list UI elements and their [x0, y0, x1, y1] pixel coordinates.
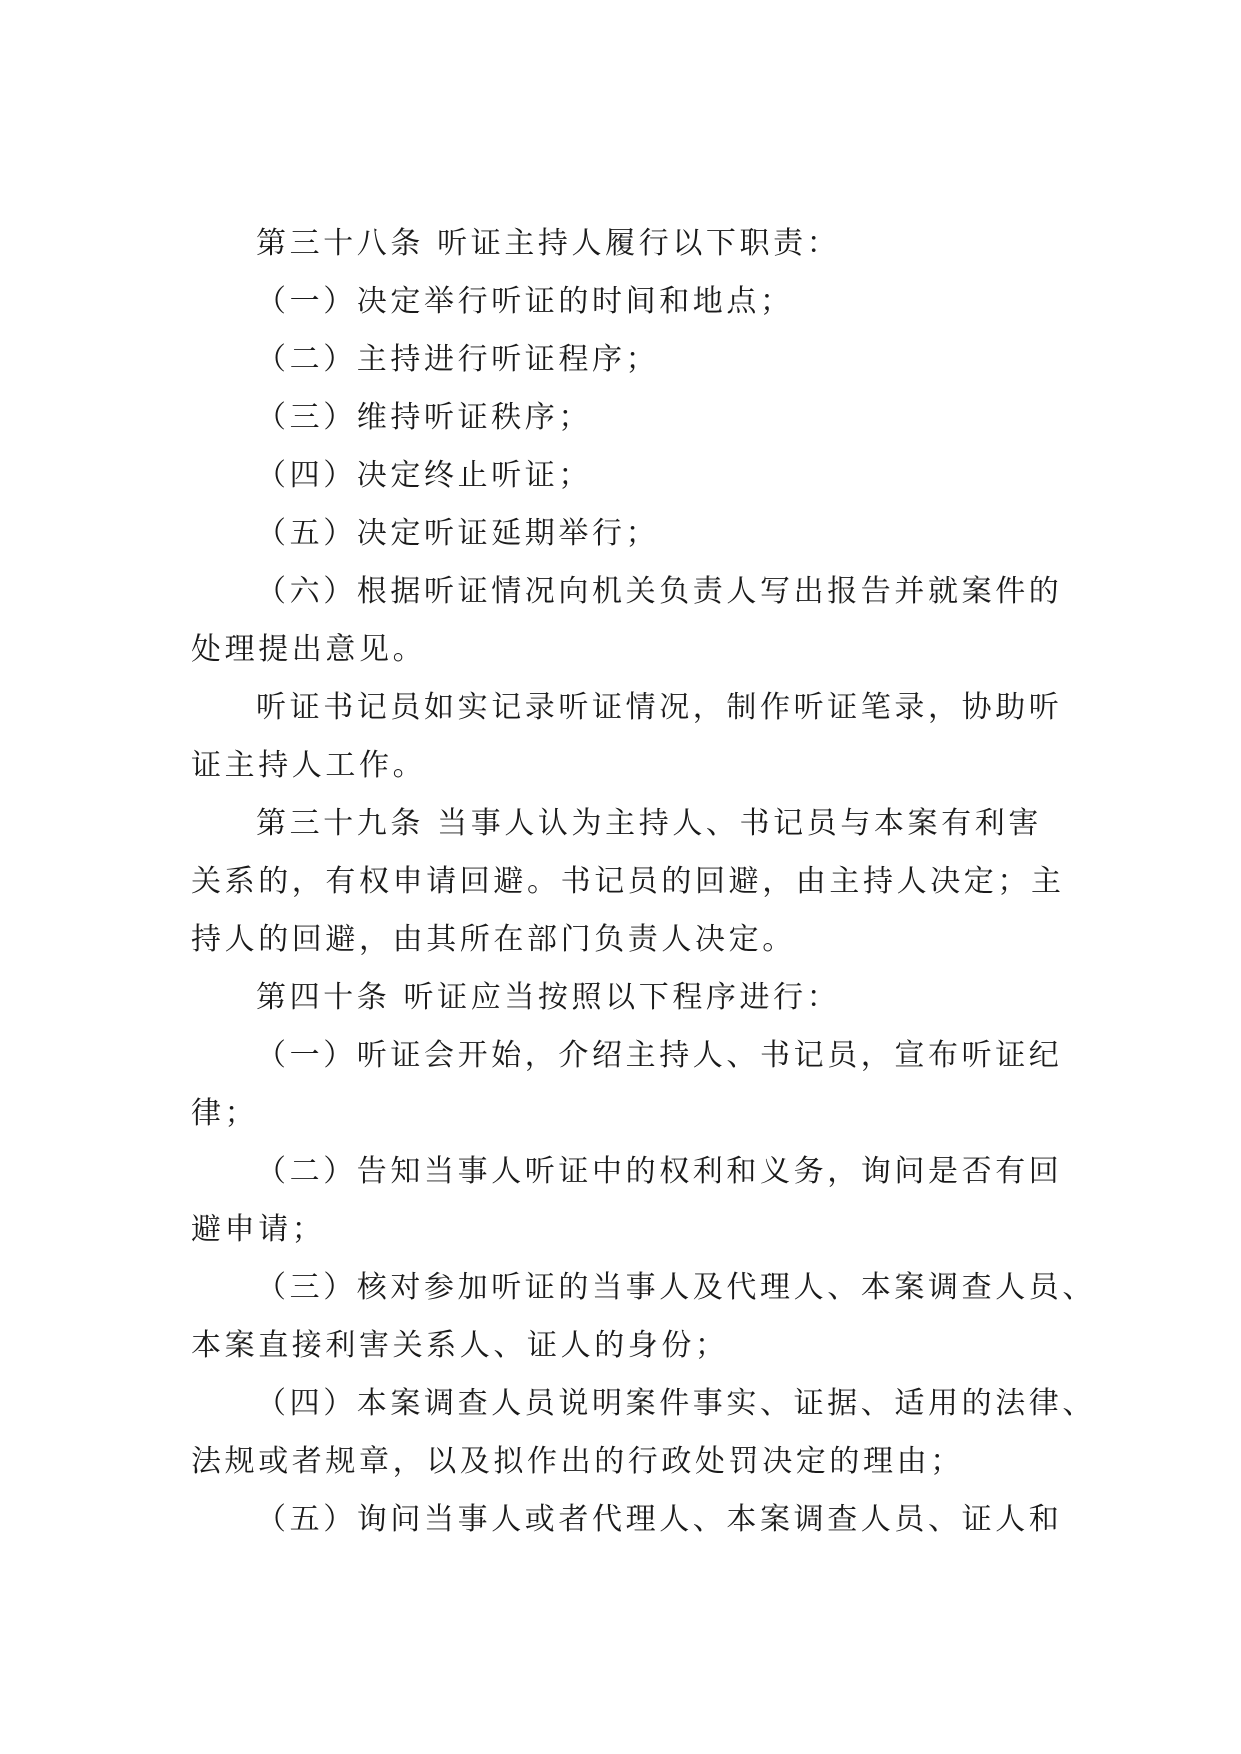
article-38-item-1: （一）决定举行听证的时间和地点；: [256, 284, 794, 319]
document-body: [191, 215, 1096, 1549]
clerk-duty-paragraph: 听证书记员如实记录听证情况，制作听证笔录，协助听: [256, 690, 1063, 725]
article-38-item-6: （六）根据听证情况向机关负责人写出报告并就案件的: [256, 574, 1063, 609]
article-40-item-3-cont: 本案直接利害关系人、证人的身份；: [191, 1328, 729, 1363]
article-38-item-2: （二）主持进行听证程序；: [256, 342, 660, 377]
article-40-heading: 第四十条 听证应当按照以下程序进行：: [256, 980, 841, 1015]
article-40-item-4-cont: 法规或者规章，以及拟作出的行政处罚决定的理由；: [191, 1444, 964, 1479]
article-39-heading: 第三十九条 当事人认为主持人、书记员与本案有利害: [256, 806, 1042, 841]
article-40-item-4: （四）本案调查人员说明案件事实、证据、适用的法律、: [256, 1386, 1096, 1421]
article-40-item-2: （二）告知当事人听证中的权利和义务，询问是否有回: [256, 1154, 1063, 1189]
article-39-cont-1: 关系的，有权申请回避。书记员的回避，由主持人决定；主: [191, 864, 1065, 899]
article-40-item-1-cont: 律；: [191, 1096, 259, 1131]
clerk-duty-paragraph-cont: 证主持人工作。: [191, 748, 427, 783]
article-40-item-2-cont: 避申请；: [191, 1212, 326, 1247]
article-38-item-5: （五）决定听证延期举行；: [256, 516, 660, 551]
article-40-item-1: （一）听证会开始，介绍主持人、书记员，宣布听证纪: [256, 1038, 1063, 1073]
article-38-heading: 第三十八条 听证主持人履行以下职责：: [256, 226, 841, 261]
article-40-item-3: （三）核对参加听证的当事人及代理人、本案调查人员、: [256, 1270, 1096, 1305]
article-39-cont-2: 持人的回避，由其所在部门负责人决定。: [191, 922, 796, 957]
article-38-item-4: （四）决定终止听证；: [256, 458, 592, 493]
article-38-item-3: （三）维持听证秩序；: [256, 400, 592, 435]
article-40-item-5: （五）询问当事人或者代理人、本案调查人员、证人和: [256, 1502, 1063, 1537]
article-38-item-6-cont: 处理提出意见。: [191, 632, 427, 667]
